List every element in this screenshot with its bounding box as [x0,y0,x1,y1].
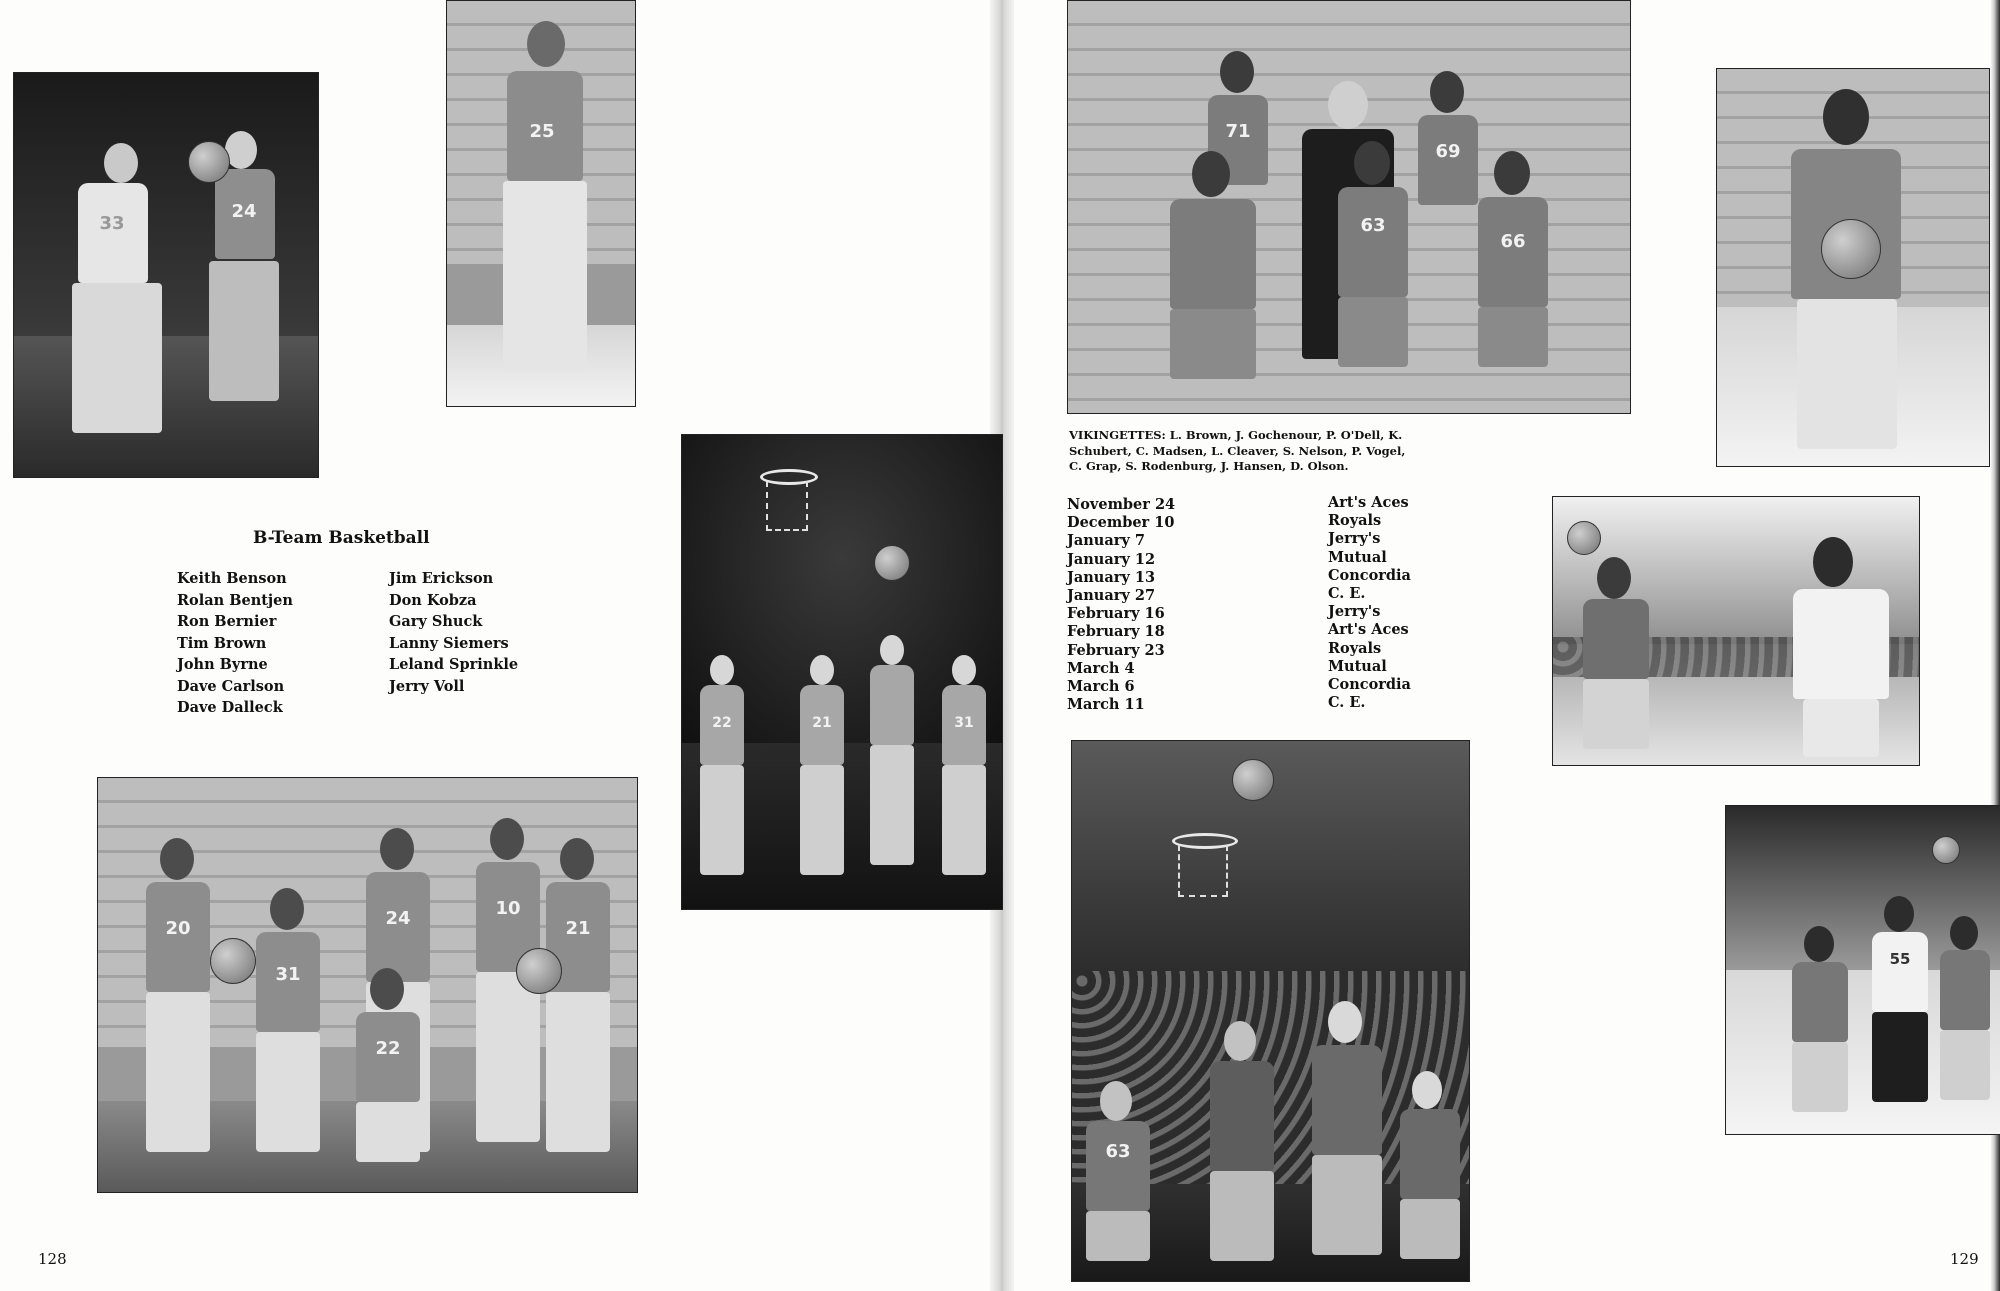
player-22 [692,655,752,895]
schedule-opponent: Art's Aces [1328,494,1409,511]
player-group-kneeling [338,968,438,1178]
jersey-number: 22 [375,1038,401,1059]
roster-name: Dave Dalleck [177,699,283,716]
hoop-net [766,481,808,531]
team-caption: VIKINGETTES: L. Brown, J. Gochenour, P. O'Dell, K. Schubert, C. Madsen, L. Cleaver, S. Nelson, P. Vogel, C. Grap, S. Rodenburg, J. Hansen, D. Olson. [1069,428,1406,473]
roster-column-2 [389,568,518,697]
player-standing [467,21,617,381]
schedule-opponent: Jerry's [1328,603,1381,621]
player-opponent [1936,916,1996,1116]
hoop-net [1178,845,1228,897]
photo-girls-shooting [1552,496,1920,766]
photo-girl-dribbling [1716,68,1990,467]
schedule-dates [1067,496,1175,714]
roster-name: Jim Erickson [389,570,494,587]
roster-name: Keith Benson [177,570,287,587]
player-shooter [1573,547,1663,757]
schedule-opponent: C. E. [1328,585,1366,603]
schedule-opponent: Jerry's [1328,530,1381,548]
photo-b-team-group [97,777,638,1193]
jersey-number: 24 [231,201,257,222]
roster-name: Ron Bernier [177,613,277,630]
schedule-opponent: Mutual [1328,548,1387,566]
player-jumper [1202,1021,1282,1271]
player-seated-front [1158,151,1268,391]
page-number-right: 129 [1950,1250,1979,1268]
schedule-opponent: Concordia [1328,676,1411,694]
schedule-date: November 24 [1067,496,1176,513]
photo-jump-ball [1725,805,2000,1135]
jersey-number: 21 [812,715,832,731]
schedule-date: January 7 [1067,532,1145,550]
schedule-date: March 11 [1067,696,1145,714]
photo-player-standing [446,0,636,407]
jersey-number: 63 [1105,1141,1131,1162]
jersey-number: 10 [495,898,521,919]
roster-name: Jerry Voll [389,677,465,695]
roster-name: Dave Carlson [177,677,285,695]
basketball [1821,219,1881,279]
section-title: B-Team Basketball [253,528,430,548]
roster-name: Rolan Bentjen [177,591,293,609]
basketball [874,545,910,581]
player-jumper [862,635,922,895]
player-21 [792,655,852,895]
roster-column-1 [177,568,293,719]
jersey-number: 31 [275,964,301,985]
player-group-5 [528,838,628,1168]
jersey-number: 24 [385,908,411,929]
photo-girls-rebound [1071,740,1470,1282]
jersey-number: 63 [1360,215,1386,236]
roster-name: John Byrne [177,656,268,673]
photo-tipoff-practice [681,434,1003,910]
schedule-opponent: Concordia [1328,566,1411,584]
basketball [210,938,256,984]
jersey-number: 69 [1435,141,1461,162]
schedule-opponent: C. E. [1328,694,1366,712]
player-defender [44,133,164,463]
roster-name: Leland Sprinkle [389,656,519,673]
roster-name: Gary Shuck [389,613,483,630]
jersey-number: 71 [1225,121,1251,142]
basketball [1232,759,1274,801]
schedule-date: December 10 [1067,514,1175,532]
schedule-date: January 12 [1067,550,1156,568]
player-31 [934,655,994,895]
player-group-2 [238,888,338,1168]
jersey-number: 66 [1500,231,1526,252]
player-group-1 [128,838,228,1168]
basketball [1932,836,1960,864]
schedule-opponent: Royals [1328,512,1382,530]
jersey-number: 31 [954,715,974,731]
photo-defense-drill [13,72,319,478]
schedule-date: February 16 [1067,605,1165,623]
player-66 [1468,151,1558,381]
jersey-number: 33 [99,213,125,234]
schedule-date: January 13 [1067,568,1156,586]
player-guard [1786,926,1856,1126]
jersey-number: 55 [1889,950,1911,968]
roster-name: Lanny Siemers [389,634,509,652]
schedule-date: February 23 [1067,641,1165,659]
page-number-left: 128 [38,1250,67,1268]
schedule-opponent: Mutual [1328,657,1387,675]
schedule-date: January 27 [1067,587,1156,605]
roster-name: Don Kobza [389,591,477,609]
schedule-date: March 4 [1067,659,1135,677]
player-opponent [1392,1071,1467,1271]
player-63 [1328,141,1418,381]
basketball [188,141,230,183]
jersey-number: 22 [712,715,732,731]
schedule-date: March 6 [1067,678,1135,696]
schedule-opponents [1328,494,1411,712]
player-defender [1773,537,1903,757]
player-55 [1866,896,1936,1116]
photo-vikingettes-team [1067,0,1631,414]
basketball [516,948,562,994]
jersey-number: 25 [529,121,555,142]
roster-name: Tim Brown [177,634,267,652]
schedule-opponent: Royals [1328,639,1382,657]
player-opponent [1302,1001,1392,1271]
schedule-opponent: Art's Aces [1328,621,1409,639]
jersey-number: 21 [565,918,591,939]
jersey-number: 20 [165,918,191,939]
basketball [1567,521,1601,555]
player-63 [1078,1081,1158,1271]
schedule-date: February 18 [1067,623,1165,641]
